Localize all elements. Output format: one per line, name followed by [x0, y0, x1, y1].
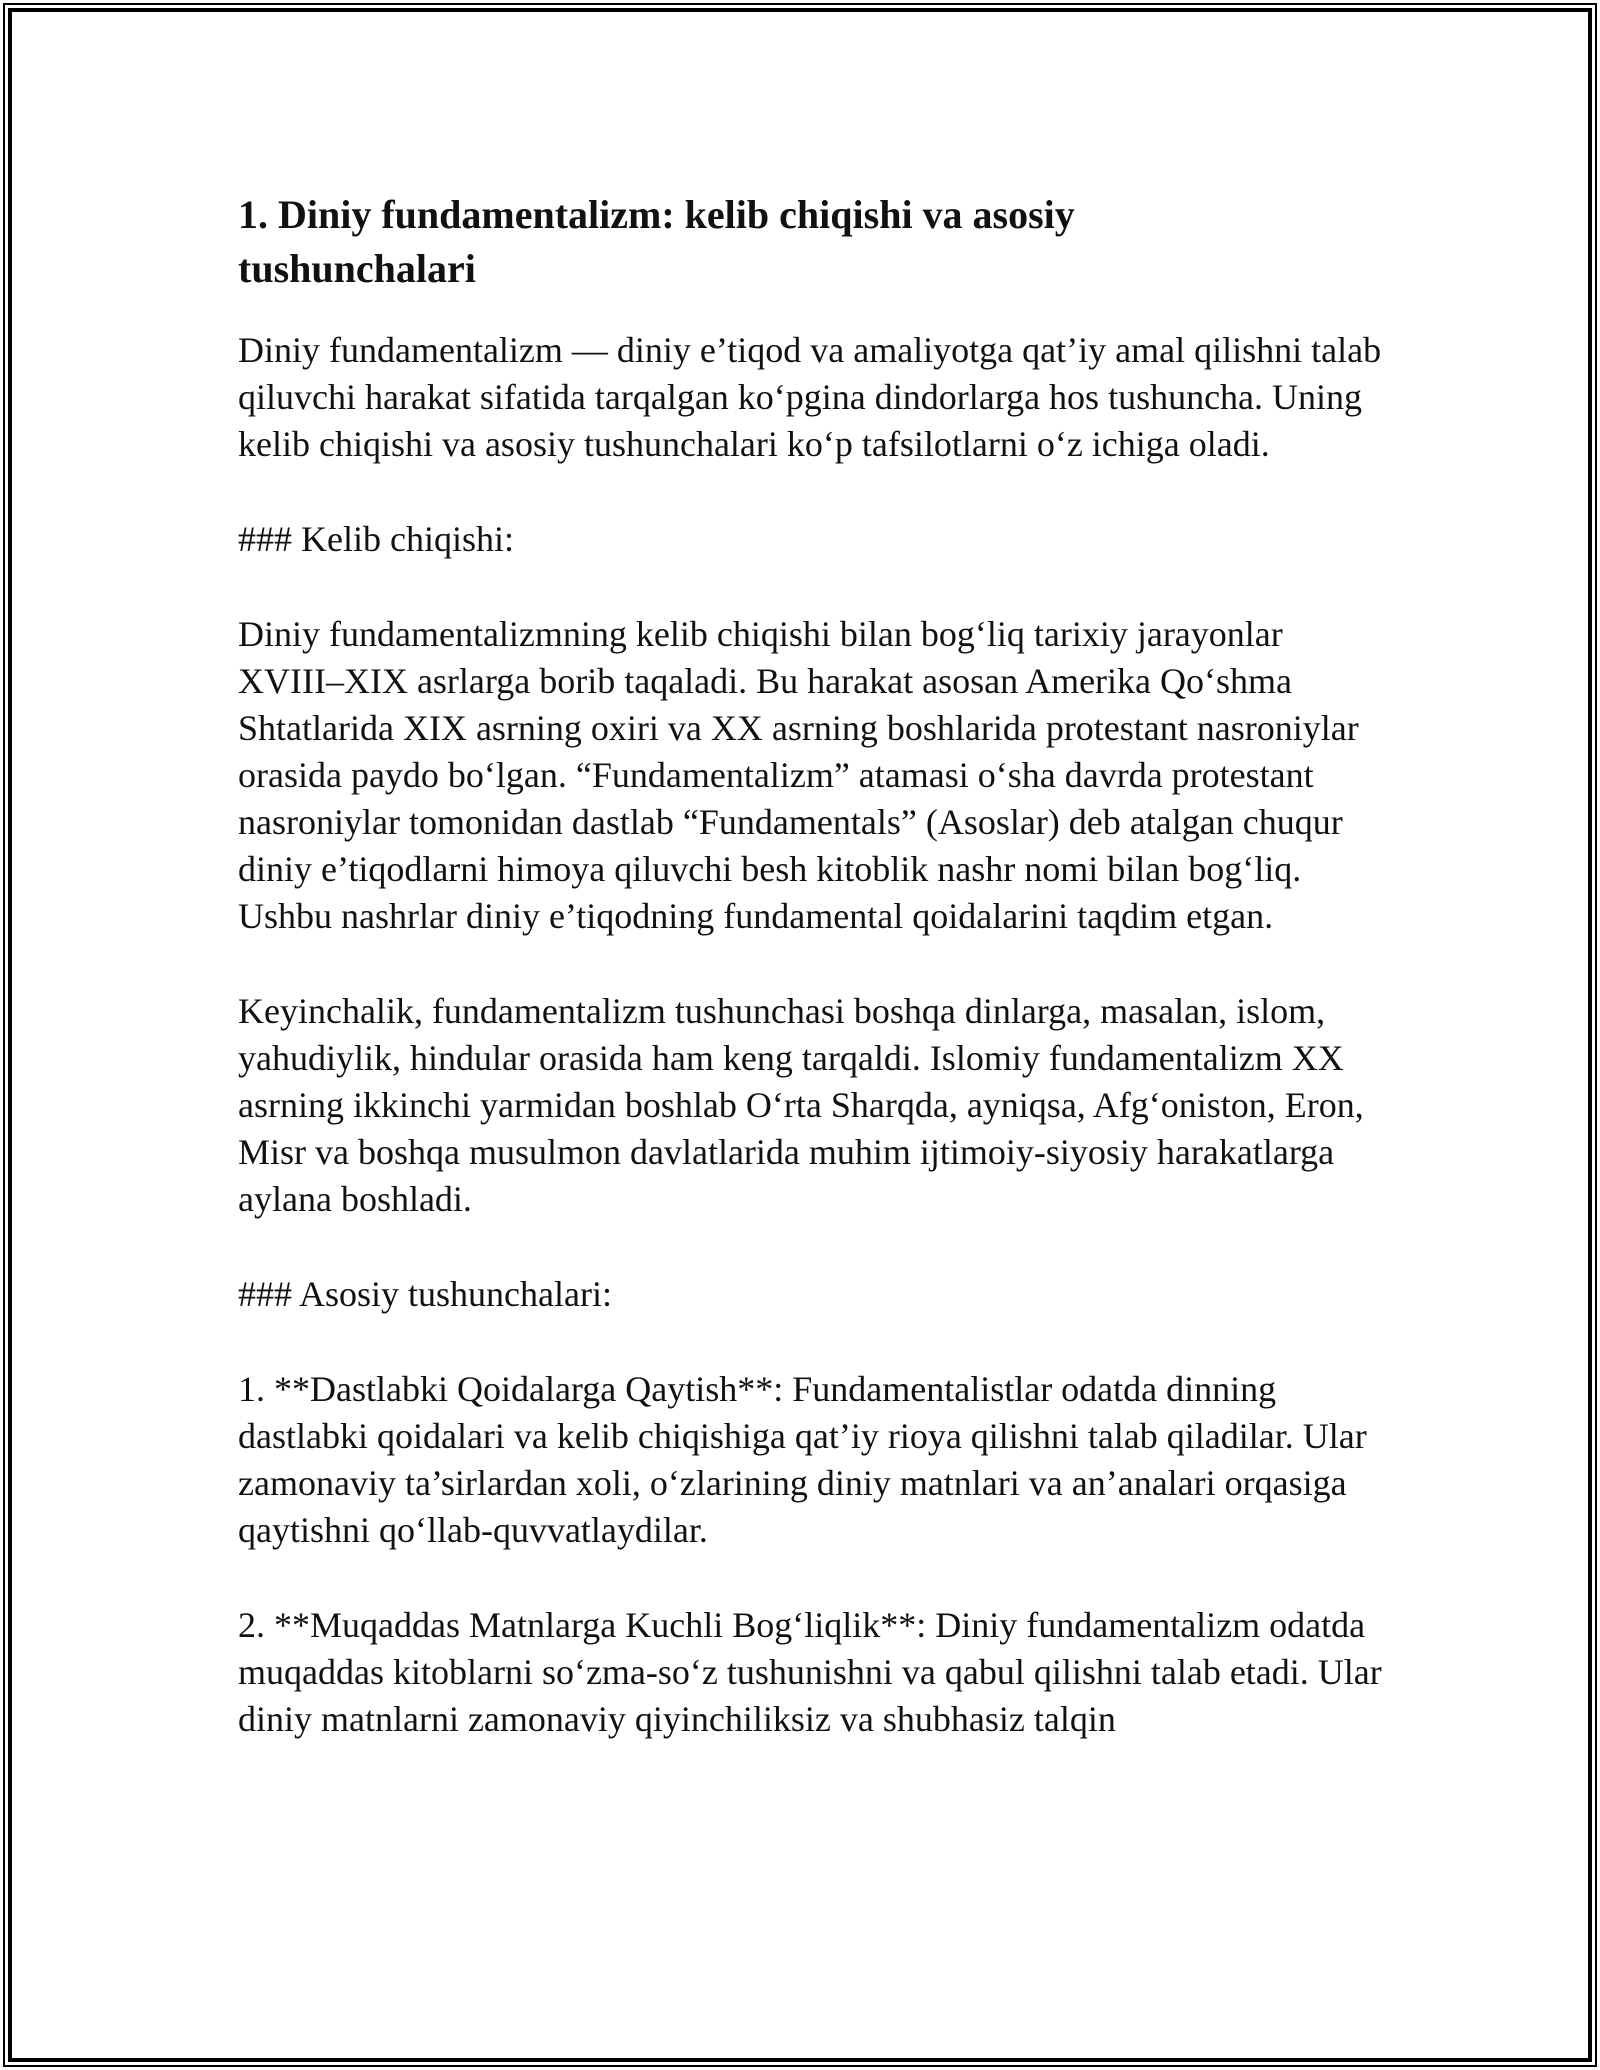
page-border-inner	[8, 8, 1592, 2062]
section-heading: ### Asosiy tushunchalari:	[238, 1274, 612, 1314]
page-content	[12, 12, 1588, 1743]
page-border-outer	[3, 3, 1597, 2067]
page-title: 1. Diniy fundamentalizm: kelib chiqishi va asosiy tushunchalari	[238, 192, 1075, 291]
numbered-list-item: 2. **Muqaddas Matnlarga Kuchli Bog‘liqlik**: Diniy fundamentalizm odatda muqaddas kitoblarni so‘zma-so‘z tushunishni va qabul qilishni talab etadi. Ular diniy matnlarni zamonaviy qiyinchiliksiz va shubhasiz talqin	[238, 1605, 1382, 1739]
paragraph: Diniy fundamentalizmning kelib chiqishi bilan bog‘liq tarixiy jarayonlar XVIII–XIX asrlarga borib taqaladi. Bu harakat asosan Amerika Qo‘shma Shtatlarida XIX asrning oxiri va XX asrning boshlarida protestant nasroniylar orasida paydo bo‘lgan. “Fundamentalizm” atamasi o‘sha davrda protestant nasroniylar tomonidan dastlab “Fundamentals” (Asoslar) deb atalgan chuqur diniy e’tiqodlarni himoya qiluvchi besh kitoblik nashr nomi bilan bog‘liq. Ushbu nashrlar diniy e’tiqodning fundamental qoidalarini taqdim etgan.	[238, 614, 1359, 936]
numbered-list-item: 1. **Dastlabki Qoidalarga Qaytish**: Fundamentalistlar odatda dinning dastlabki qoidalari va kelib chiqishiga qat’iy rioya qilishni talab qiladilar. Ular zamonaviy ta’sirlardan xoli, o‘zlarining diniy matnlari va an’analari orqasiga qaytishni qo‘llab-quvvatlaydilar.	[238, 1369, 1367, 1550]
paragraph: Keyinchalik, fundamentalizm tushunchasi boshqa dinlarga, masalan, islom, yahudiylik, hindular orasida ham keng tarqaldi. Islomiy fundamentalizm XX asrning ikkinchi yarmidan boshlab O‘rta Sharqda, ayniqsa, Afg‘oniston, Eron, Misr va boshqa musulmon davlatlarida muhim ijtimoiy-siyosiy harakatlarga aylana boshladi.	[238, 991, 1364, 1219]
section-heading: ### Kelib chiqishi:	[238, 519, 514, 559]
paragraph: Diniy fundamentalizm — diniy e’tiqod va amaliyotga qat’iy amal qilishni talab qiluvchi harakat sifatida tarqalgan ko‘pgina dindorlarga hos tushuncha. Uning kelib chiqishi va asosiy tushunchalari ko‘p tafsilotlarni o‘z ichiga oladi.	[238, 330, 1382, 464]
